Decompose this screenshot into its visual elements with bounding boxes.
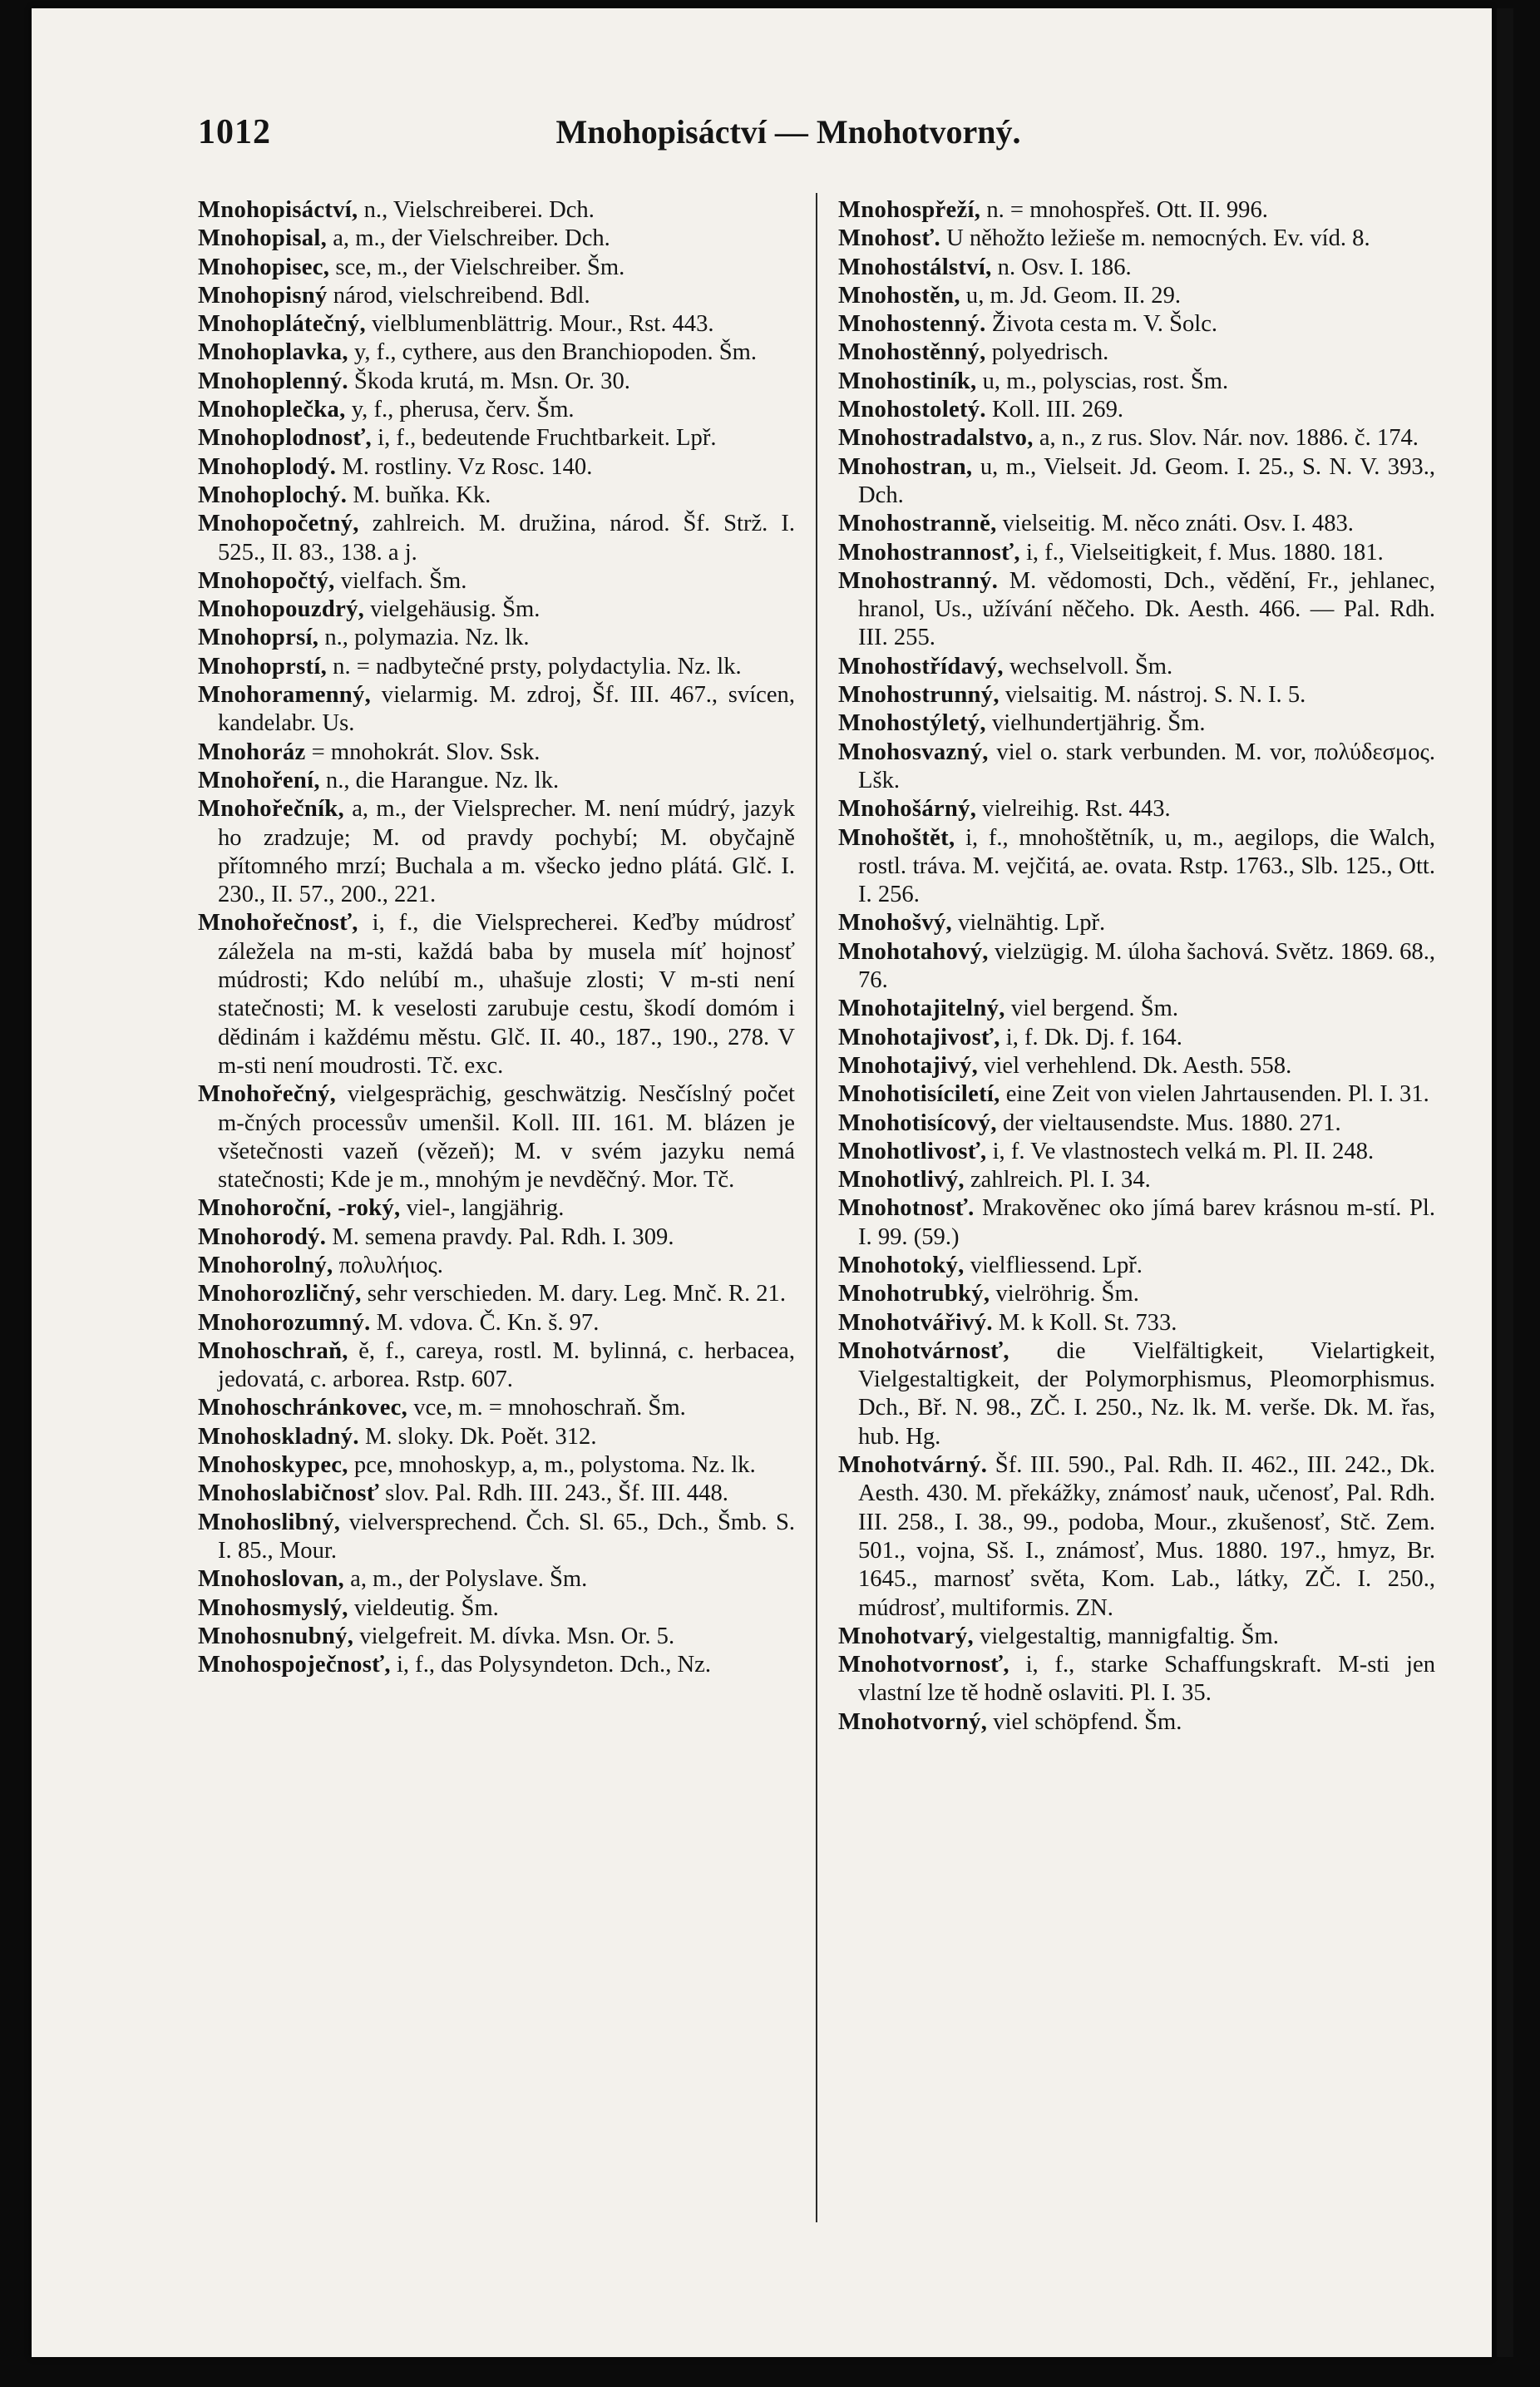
dictionary-entry [198,1280,795,1308]
entry-headword: Mnohoslibný, [198,1509,341,1535]
dictionary-entry [838,1623,1435,1651]
entry-definition: M. buňka. Kk. [347,482,491,508]
entry-definition: vielfach. Šm. [334,567,467,594]
entry-headword: Mnohorolný, [198,1252,333,1278]
entry-headword: Mnohorodý. [198,1223,327,1250]
dictionary-entry [838,739,1435,796]
entry-headword: Mnohosť. [838,225,940,252]
entry-definition: i, f., die Vielsprecherei. Keďby múdrosť záležela na m-sti, každá baba by musela míť hojnosť múdrosti; Kdo nelúbí m., uhašuje zlosti; V m-sti není statečnosti; M. k veselosti zarubuje cestu, škodí domóm i dědinám i každému městu. Glč. II. 40., 187., 190., 278. V m-sti není moudrosti. Tč. exc. [218,910,795,1079]
dictionary-entry [838,938,1435,996]
dictionary-entry [838,196,1435,225]
dictionary-entry [838,396,1435,424]
dictionary-entry [838,1052,1435,1080]
entry-headword: Mnohořečnosť, [198,910,358,937]
entry-definition: Šf. III. 590., Pal. Rdh. II. 462., III. 242., Dk. Aesth. 430. M. překážky, známosť nauk, učenosť, Pal. Rdh. III. 258., I. 38., 99., podoba, Mour., zkušenosť, Stč. Zem. 501., vojna, Sš. I., známosť, Mus. 1880. 197., hmyz, Br. 1645., marnosť světa, Kom. Lab., látky, ZČ. I. 250., múdrosť, multiformis. ZN. [858,1452,1435,1621]
dictionary-entry [198,653,795,681]
entry-definition: a, m., der Polyslave. Šm. [344,1566,588,1593]
entry-definition: viel schöpfend. Šm. [987,1708,1182,1735]
entry-definition: = mnohokrát. Slov. Ssk. [305,739,540,765]
entry-definition: i, f., Vielseitigkeit, f. Mus. 1880. 181. [1019,539,1384,566]
entry-definition: sce, m., der Vielschreiber. Šm. [329,254,625,280]
entry-definition: vielnähtig. Lpř. [951,910,1106,937]
entry-definition: i, f., starke Schaffungskraft. M-sti jen vlastní lze tě hodně oslaviti. Pl. I. 35. [858,1652,1435,1707]
entry-definition: Škoda krutá, m. Msn. Or. 30. [348,368,630,394]
entry-headword: Mnohostěnný, [838,339,986,366]
entry-definition: wechselvoll. Šm. [1003,653,1173,680]
dictionary-entry [198,624,795,652]
entry-headword: Mnohotvorný, [838,1708,988,1735]
dictionary-entry [838,1166,1435,1194]
entry-headword: Mnohopočetný, [198,511,359,537]
entry-definition: vielgesprächig, geschwätzig. Nesčíslný počet m-čných processův umenšil. Koll. III. 161. M. blázen je všetečnosti vazeň (vězeň); M. v svém jazyku nemá statečnosti; Kde je m., mnohým je nevděčný. Mor. Tč. [218,1081,795,1194]
page-edge-shadow [1497,8,1513,2357]
entry-definition: zahlreich. Pl. I. 34. [964,1167,1151,1194]
entry-definition: y, f., pherusa, červ. Šm. [345,397,575,423]
entry-headword: Mnohoskypec, [198,1452,348,1479]
entry-definition: i, f. Ve vlastnostech velká m. Pl. II. 248. [986,1138,1375,1164]
entry-definition: die Vielfältigkeit, Vielartigkeit, Vielgestaltigkeit, der Polymorphismus, Pleomorphismus. Dch., Bř. N. 98., ZČ. I. 250., Nz. lk. M. verše. Dk. M. řas, hub. Hg. [858,1337,1435,1450]
entry-headword: Mnohoroční, -roký, [198,1195,401,1222]
dictionary-entry [838,1651,1435,1708]
dictionary-entry [198,424,795,452]
entry-definition: pce, mnohoskyp, a, m., polystoma. Nz. lk. [348,1452,756,1479]
dictionary-entry [838,1024,1435,1052]
entry-definition: Života cesta m. V. Šolc. [985,311,1218,338]
entry-definition: u, m., Vielseit. Jd. Geom. I. 25., S. N. V. 393., Dch. [858,453,1435,508]
entry-headword: Mnohoplečka, [198,397,346,423]
dictionary-entry [838,424,1435,452]
dictionary-entry [838,225,1435,253]
dictionary-entry [838,1194,1435,1252]
dictionary-entry [838,1252,1435,1280]
entry-headword: Mnohotajivosť, [838,1024,1000,1050]
dictionary-entry [198,1394,795,1422]
dictionary-entry [838,795,1435,823]
entry-definition: národ, vielschreibend. Bdl. [327,282,590,309]
entry-definition: n., die Harangue. Nz. lk. [319,767,560,793]
dictionary-entry [198,1423,795,1451]
entry-definition: vielfliessend. Lpř. [964,1252,1143,1278]
entry-headword: Mnohotisíciletí, [838,1081,1000,1108]
dictionary-entry [198,567,795,596]
dictionary-entry [198,254,795,282]
dictionary-entry [838,1337,1435,1451]
entry-definition: vielseitig. M. něco znáti. Osv. I. 483. [996,511,1354,537]
entry-definition: vielsaitig. M. nástroj. S. N. I. 5. [999,682,1306,709]
entry-definition: der vieltausendste. Mus. 1880. 271. [996,1109,1341,1136]
entry-definition: slov. Pal. Rdh. III. 243., Šf. III. 448. [379,1480,728,1507]
entry-headword: Mnohostálství, [838,254,992,280]
entry-definition: i, f., das Polysyndeton. Dch., Nz. [390,1652,711,1678]
entry-definition: polyedrisch. [985,339,1109,366]
column-divider [816,193,817,2222]
entry-headword: Mnohotlivý, [838,1167,965,1194]
entry-headword: Mnohoplodnosť, [198,425,373,452]
entry-headword: Mnohoplochý. [198,482,348,508]
entry-headword: Mnohostrannosť, [838,539,1020,566]
entry-definition: M. vdova. Č. Kn. š. 97. [370,1309,600,1336]
entry-headword: Mnohospřeží, [838,197,981,223]
entry-headword: Mnohošvý, [838,910,952,937]
entry-headword: Mnohostěn, [838,282,960,309]
dictionary-entry [198,339,795,367]
dictionary-entry [198,1080,795,1194]
dictionary-entry [198,1480,795,1508]
dictionary-entry [838,254,1435,282]
entry-definition: n., polymazia. Nz. lk. [318,625,530,651]
entry-definition: vielarmig. M. zdroj, Šf. III. 467., svícen, kandelabr. Us. [218,682,795,737]
entry-headword: Mnohopisáctví, [198,197,358,223]
entry-definition: vielhundertjährig. Šm. [985,710,1206,737]
dictionary-entry [838,310,1435,339]
entry-definition: M. semena pravdy. Pal. Rdh. I. 309. [326,1223,674,1250]
dictionary-entry [198,739,795,767]
dictionary-entry [838,567,1435,653]
dictionary-entry [198,1337,795,1395]
entry-definition: M. k Koll. St. 733. [992,1309,1177,1336]
dictionary-entry [838,1451,1435,1623]
dictionary-entry [838,1080,1435,1109]
entry-definition: i, f., mnohoštětník, u, m., aegilops, die Walch, rostl. tráva. M. vejčitá, ae. ovata. Rstp. 1763., Slb. 125., Ott. I. 256. [858,824,1435,908]
entry-headword: Mnohostranný. [838,567,999,594]
dictionary-entry [198,310,795,339]
dictionary-entry [198,909,795,1080]
entry-headword: Mnohošárný, [838,796,977,823]
entry-headword: Mnohostřídavý, [838,653,1004,680]
entry-headword: Mnohotvárný. [838,1452,988,1479]
entry-headword: Mnohosnubný, [198,1623,354,1649]
entry-headword: Mnohoráz [198,739,306,765]
dictionary-entry [198,1565,795,1594]
dictionary-entry [198,368,795,396]
right-column [838,196,1435,1737]
entry-definition: πολυλήιος. [333,1252,443,1278]
entry-headword: Mnohoschraň, [198,1337,348,1364]
dictionary-entry [838,653,1435,681]
entry-headword: Mnohoramenný, [198,682,372,709]
entry-headword: Mnohoplátečný, [198,311,366,338]
entry-definition: U něhožto ležieše m. nemocných. Ev. víd. 8. [940,225,1370,252]
dictionary-entry [838,1280,1435,1308]
entry-definition: u, m., polyscias, rost. Šm. [976,368,1229,394]
entry-headword: Mnohopisec, [198,254,330,280]
entry-headword: Mnohostoletý. [838,397,986,423]
entry-headword: Mnohoplenný. [198,368,348,394]
dictionary-entry [838,709,1435,738]
entry-headword: Mnohoplavka, [198,339,348,366]
dictionary-entry [838,681,1435,709]
entry-headword: Mnohoslabičnosť [198,1480,380,1507]
entry-headword: Mnohopisný [198,282,328,309]
dictionary-entry [198,1194,795,1223]
dictionary-entry [198,282,795,310]
entry-definition: a, m., der Vielsprecher. M. není múdrý, jazyk ho zradzuje; M. od pravdy pochybí; M. obyčajně přítomného mrzí; Buchala a m. všecko jedno plátá. Glč. I. 230., II. 57., 200., 221. [218,796,795,908]
dictionary-entry [198,453,795,482]
entry-headword: Mnohoplodý. [198,453,337,480]
entry-headword: Mnohotnosť. [838,1195,975,1222]
entry-definition: vielröhrig. Šm. [990,1281,1139,1307]
dictionary-entry [838,1109,1435,1138]
dictionary-entry [198,1509,795,1566]
entry-definition: vielblumenblättrig. Mour., Rst. 443. [365,311,714,338]
entry-definition: i, f., bedeutende Fruchtbarkeit. Lpř. [372,425,717,452]
dictionary-entry [198,1309,795,1337]
entry-definition: y, f., cythere, aus den Branchiopoden. Šm. [348,339,758,366]
entry-definition: eine Zeit von vielen Jahrtausenden. Pl. I. 31. [1000,1081,1429,1108]
entry-headword: Mnohotajitelný, [838,996,1005,1022]
entry-headword: Mnohoslovan, [198,1566,345,1593]
entry-headword: Mnohoskladný. [198,1423,359,1450]
entry-headword: Mnohostran, [838,453,973,480]
entry-headword: Mnohotoký, [838,1252,965,1278]
entry-headword: Mnohotisícový, [838,1109,997,1136]
entry-headword: Mnohotajivý, [838,1052,979,1079]
entry-headword: Mnohotvornosť, [838,1652,1009,1678]
entry-headword: Mnohorozumný. [198,1309,371,1336]
entry-definition: vieldeutig. Šm. [348,1594,499,1621]
entry-headword: Mnohostranně, [838,511,997,537]
entry-definition: viel bergend. Šm. [1004,996,1179,1022]
page-header [198,112,1379,162]
left-column [198,196,795,1679]
entry-headword: Mnohořečník, [198,796,344,823]
dictionary-entry [198,1252,795,1280]
entry-definition: zahlreich. M. družina, národ. Šf. Strž. I. 525., II. 83., 138. a j. [218,511,795,566]
entry-definition: vielgestaltig, mannigfaltig. Šm. [973,1623,1279,1649]
entry-headword: Mnohoprstí, [198,653,328,680]
entry-definition: viel o. stark verbunden. M. vor, πολύδεσμος. Lšk. [858,739,1435,793]
entry-headword: Mnohopočtý, [198,567,335,594]
dictionary-entry [198,681,795,739]
entry-headword: Mnohotahový, [838,938,989,965]
dictionary-entry [838,824,1435,910]
entry-headword: Mnohostradalstvo, [838,425,1034,452]
entry-headword: Mnohořečný, [198,1081,337,1108]
entry-headword: Mnohotvarý, [838,1623,974,1649]
entry-definition: a, m., der Vielschreiber. Dch. [327,225,610,252]
dictionary-entry [198,795,795,909]
entry-headword: Mnohotlivosť, [838,1138,987,1164]
entry-headword: Mnohoření, [198,767,320,793]
dictionary-entry [838,368,1435,396]
entry-headword: Mnohotvářivý. [838,1309,993,1336]
dictionary-entry [838,1708,1435,1737]
dictionary-entry [838,1309,1435,1337]
entry-headword: Mnohostiník, [838,368,977,394]
entry-definition: a, n., z rus. Slov. Nár. nov. 1886. č. 174. [1033,425,1419,452]
dictionary-entry [198,1594,795,1623]
entry-definition: M. vědomosti, Dch., vědění, Fr., jehlanec, hranol, Us., užívání něčeho. Dk. Aesth. 466. — Pal. Rdh. III. 255. [858,567,1435,651]
page-number: 1012 [198,113,271,151]
dictionary-entry [838,539,1435,567]
dictionary-entry [838,339,1435,367]
dictionary-entry [838,1138,1435,1166]
dictionary-entry [198,1451,795,1480]
dictionary-entry [198,225,795,253]
dictionary-entry [198,1651,795,1679]
entry-definition: u, m. Jd. Geom. II. 29. [960,282,1182,309]
dictionary-entry [838,453,1435,511]
entry-definition: sehr verschieden. M. dary. Leg. Mnč. R. 21. [361,1281,787,1307]
dictionary-entry [198,1623,795,1651]
entry-definition: vielreihig. Rst. 443. [976,796,1171,823]
dictionary-entry [198,767,795,795]
dictionary-entry [198,1223,795,1252]
entry-definition: vielgefreit. M. dívka. Msn. Or. 5. [353,1623,675,1649]
entry-definition: n. = mnohospřeš. Ott. II. 996. [980,197,1268,223]
dictionary-entry [838,510,1435,538]
entry-headword: Mnohosmyslý, [198,1594,348,1621]
dictionary-entry [838,995,1435,1023]
entry-headword: Mnohotrubký, [838,1281,990,1307]
entry-headword: Mnohoprsí, [198,625,319,651]
entry-definition: Koll. III. 269. [985,397,1124,423]
entry-definition: vce, m. = mnohoschraň. Šm. [407,1395,686,1421]
entry-headword: Mnohostýletý, [838,710,986,737]
entry-definition: n. Osv. I. 186. [991,254,1132,280]
entry-headword: Mnohopisal, [198,225,328,252]
entry-definition: n. = nadbytečné prsty, polydactylia. Nz. lk. [327,653,742,680]
dictionary-entry [838,282,1435,310]
entry-headword: Mnohospoječnosť, [198,1652,391,1678]
dictionary-entry [198,596,795,624]
dictionary-entry [198,196,795,225]
entry-headword: Mnohoštět, [838,824,955,851]
dictionary-entry [198,482,795,510]
dictionary-entry [198,396,795,424]
entry-headword: Mnohostrunný, [838,682,1000,709]
entry-definition: i, f. Dk. Dj. f. 164. [1000,1024,1182,1050]
dictionary-page [32,8,1492,2357]
entry-headword: Mnohostenný. [838,311,986,338]
dictionary-entry [838,909,1435,937]
entry-definition: Mrakověnec oko jímá barev krásnou m-stí. Pl. I. 99. (59.) [858,1195,1435,1250]
entry-headword: Mnohorozličný, [198,1281,362,1307]
running-head: Mnohopisáctví — Mnohotvorný. [555,113,1021,151]
entry-headword: Mnohotvárnosť, [838,1337,1009,1364]
entry-definition: viel-, langjährig. [400,1195,565,1222]
entry-definition: M. rostliny. Vz Rosc. 140. [336,453,593,480]
entry-definition: M. sloky. Dk. Poět. 312. [358,1423,597,1450]
entry-headword: Mnohoschránkovec, [198,1395,408,1421]
entry-definition: vielzügig. M. úloha šachová. Světz. 1869. 68., 76. [858,938,1435,994]
entry-headword: Mnohopouzdrý, [198,596,365,623]
dictionary-entry [198,510,795,567]
entry-definition: vielversprechend. Čch. Sl. 65., Dch., Šmb. S. I. 85., Mour. [218,1509,795,1564]
entry-definition: n., Vielschreiberei. Dch. [358,197,595,223]
entry-definition: vielgehäusig. Šm. [364,596,540,623]
entry-headword: Mnohosvazný, [838,739,989,765]
entry-definition: ě, f., careya, rostl. M. bylinná, c. herbacea, jedovatá, c. arborea. Rstp. 607. [218,1337,795,1393]
entry-definition: viel verhehlend. Dk. Aesth. 558. [978,1052,1292,1079]
